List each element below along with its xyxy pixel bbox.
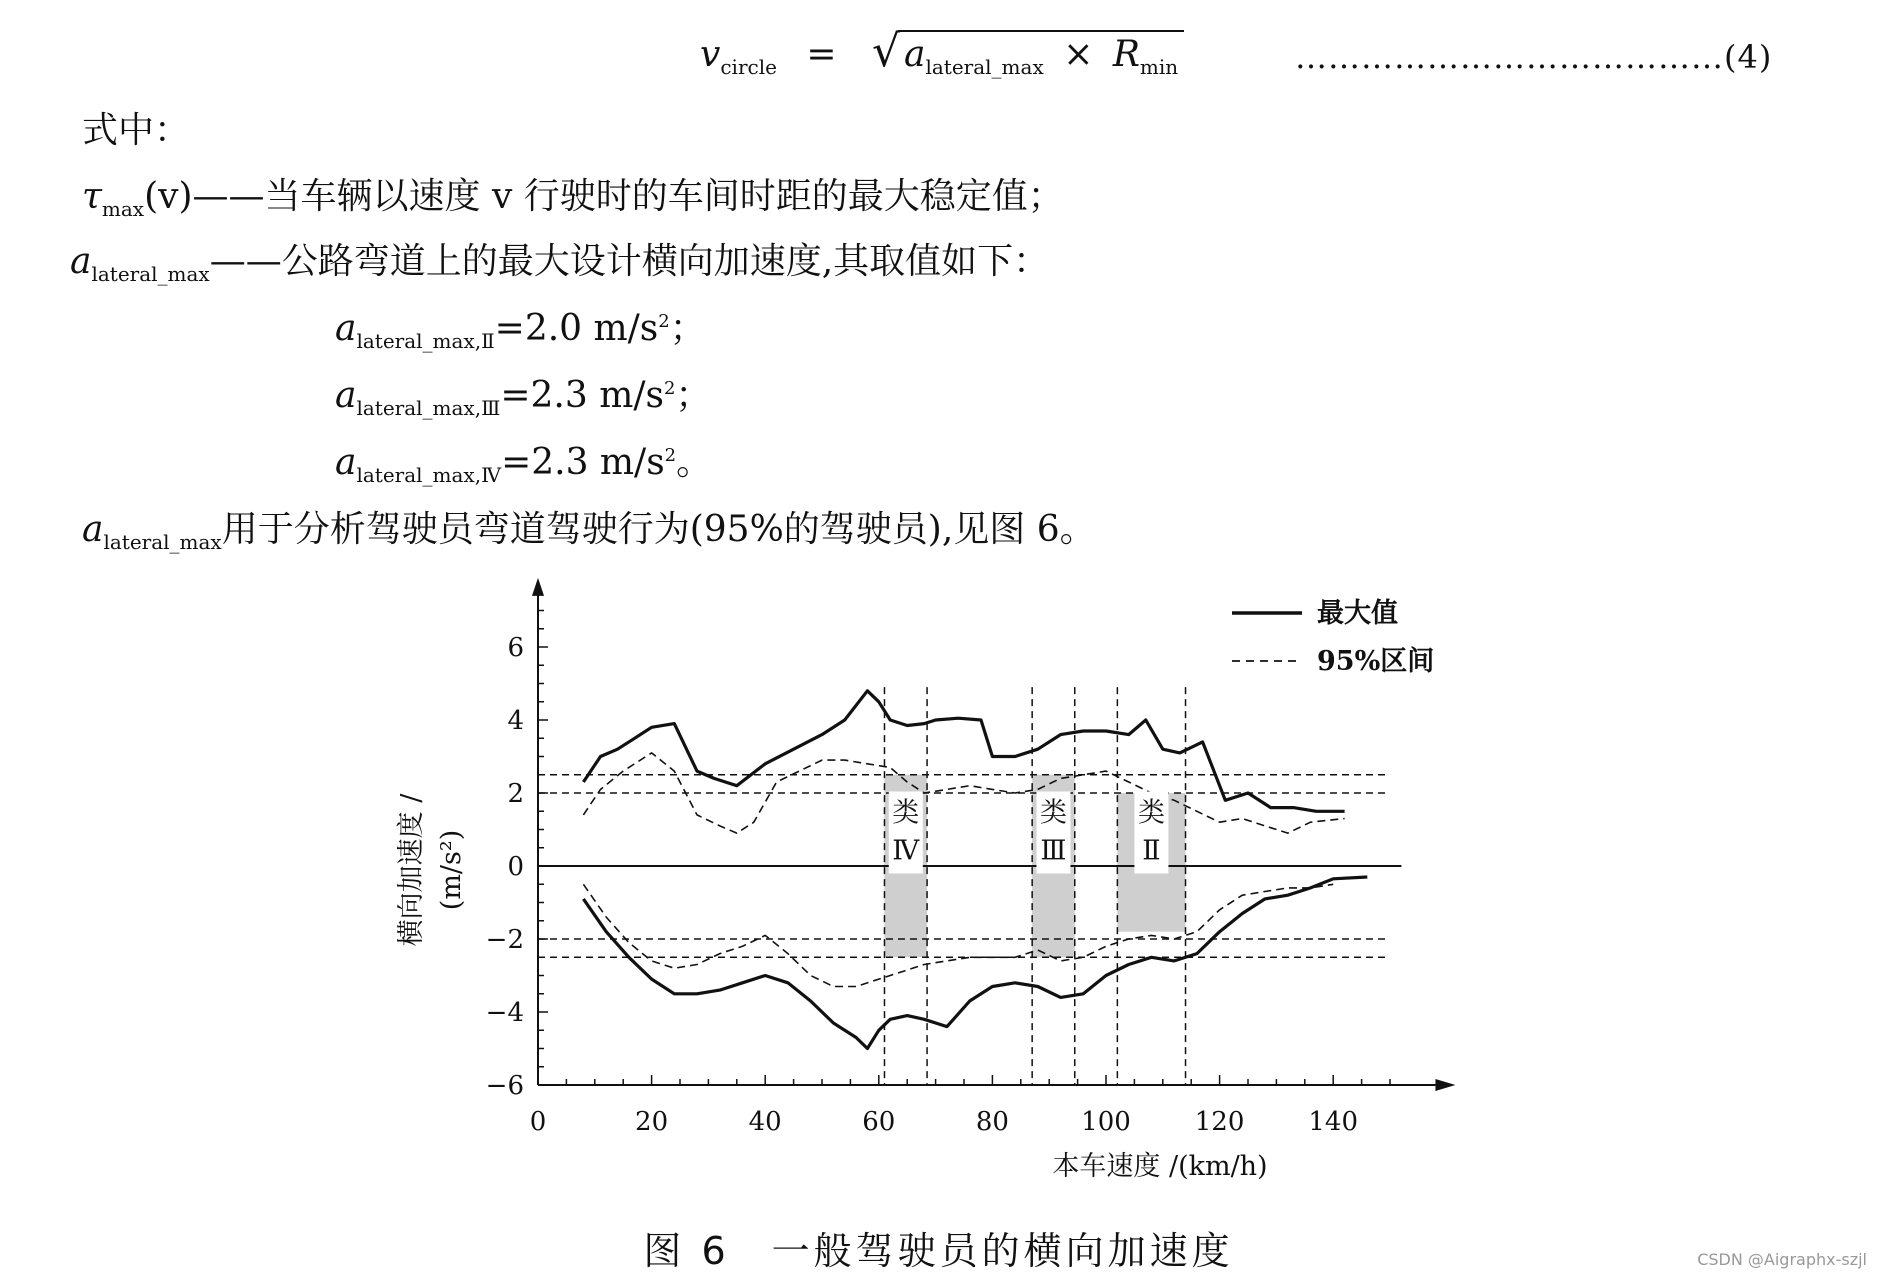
eq-rhs-var2: R [1112, 34, 1140, 75]
y-axis-label-line2: (m/s²) [436, 829, 467, 911]
a4-symbol: a [335, 442, 357, 483]
x-axis-arrow-icon [1435, 1079, 1455, 1091]
y-tick-label: 2 [507, 779, 524, 809]
a-definition-text: ——公路弯道上的最大设计横向加速度,其取值如下： [209, 241, 1050, 282]
tau-definition-text: ——当车辆以速度 v 行驶时的车间时距的最大稳定值； [192, 176, 1064, 217]
zone-label-top-1: 类 [1039, 797, 1067, 829]
eq-rhs-sub2: min [1139, 55, 1179, 80]
eq-rhs-sub1: lateral_max [925, 55, 1044, 80]
y-axis-arrow-icon [532, 578, 544, 596]
sqrt-icon: √ [872, 26, 901, 77]
x-axis-label: 本车速度 /(km/h) [1052, 1151, 1268, 1182]
a4-sub: lateral_max,Ⅳ [356, 463, 502, 488]
watermark: CSDN @Aigraphx-szjl [1697, 1250, 1867, 1269]
ticks [486, 611, 1390, 1138]
a2-sup: 2 [658, 311, 670, 332]
eq-lhs-var: v [700, 34, 721, 75]
legend-label-1: 95%区间 [1317, 646, 1435, 677]
figure-caption: 图 6 一般驾驶员的横向加速度 [643, 1229, 1234, 1273]
zone-label-bottom-0: Ⅳ [892, 835, 920, 867]
usage-text: 用于分析驾驶员弯道驾驶行为(95%的驾驶员),见图 6。 [221, 509, 1096, 550]
a3-symbol: a [335, 375, 357, 416]
a4-sup: 2 [664, 445, 677, 466]
y-tick-label: −2 [485, 925, 524, 955]
eq-rhs-var1: a [904, 34, 926, 75]
a-usage-symbol: a [82, 509, 104, 550]
x-tick-label: 140 [1308, 1107, 1359, 1137]
a3-value: =2.3 m/s [500, 375, 664, 416]
a3-sub: lateral_max,Ⅲ [356, 396, 501, 421]
x-tick-label: 40 [748, 1107, 782, 1137]
series-max_lower [583, 877, 1367, 1049]
legend [1232, 598, 1434, 677]
a3-sup: 2 [663, 378, 676, 399]
series-layer [583, 691, 1367, 1049]
zone-label-bottom-2: Ⅱ [1142, 835, 1161, 867]
x-tick-label: 20 [635, 1107, 669, 1137]
a4-value: =2.3 m/s [501, 442, 665, 483]
y-tick-label: −6 [485, 1071, 524, 1101]
x-tick-label: 80 [975, 1107, 1009, 1137]
y-tick-label: 4 [507, 706, 524, 736]
a3-end: ； [675, 375, 712, 416]
a2-value: =2.0 m/s [494, 308, 659, 349]
zone-label-top-2: 类 [1137, 797, 1165, 829]
zone-label-top-0: 类 [892, 797, 920, 829]
equation-number: …………………………………(4) [1295, 38, 1773, 76]
y-axis-label-line1: 横向加速度 / [396, 793, 427, 947]
eq-times: × [1063, 34, 1094, 75]
a4-end: 。 [676, 442, 713, 483]
a-usage-sub: lateral_max [103, 530, 222, 555]
tau-sub: max [101, 197, 145, 222]
y-tick-label: 0 [507, 852, 524, 882]
a2-sub: lateral_max,Ⅱ [356, 329, 495, 354]
eq-equals: = [806, 34, 837, 75]
tau-arg: (v) [144, 176, 193, 217]
x-tick-label: 60 [862, 1107, 896, 1137]
a2-symbol: a [335, 308, 357, 349]
a-symbol: a [70, 241, 92, 282]
x-tick-label: 120 [1194, 1107, 1245, 1137]
a-sub: lateral_max [91, 262, 210, 287]
tau-symbol: τ [82, 176, 102, 217]
zone-label-bottom-1: Ⅲ [1040, 835, 1067, 867]
x-tick-label: 100 [1081, 1107, 1131, 1137]
legend-label-0: 最大值 [1317, 598, 1398, 629]
a2-end: ； [669, 308, 706, 349]
y-tick-label: 6 [507, 633, 524, 663]
eq-lhs-sub: circle [720, 55, 777, 80]
x-tick-label: 0 [529, 1107, 547, 1137]
y-tick-label: −4 [485, 998, 524, 1028]
series-p95_lower [583, 884, 1333, 986]
where-label: 式中： [82, 110, 191, 151]
